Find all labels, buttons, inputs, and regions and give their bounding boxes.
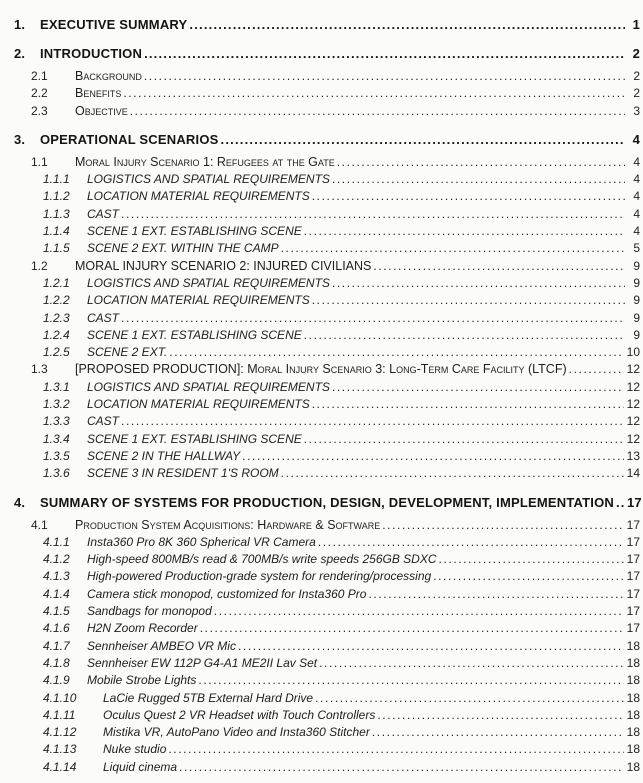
- toc-entry-number: 4.1.12: [43, 725, 77, 740]
- dot-leader: [616, 494, 624, 512]
- toc-entry-page: 18: [626, 673, 640, 688]
- toc-entry-number: 1.2.5: [43, 345, 70, 360]
- dot-leader: [439, 551, 624, 568]
- toc-entry-label: MORAL INJURY SCENARIO 2: INJURED CIVILIANS: [75, 258, 372, 273]
- dot-leader: [221, 131, 625, 149]
- toc-entry-number: 1.3.6: [43, 466, 70, 481]
- toc-entry[interactable]: [0, 672, 640, 689]
- dot-leader: [242, 448, 623, 465]
- toc-entry-page: 17: [627, 494, 642, 510]
- toc-entry[interactable]: [0, 206, 640, 223]
- toc-entry-number: 2.1: [31, 69, 48, 83]
- toc-entry[interactable]: [0, 759, 640, 776]
- toc-entry-page: 12: [626, 362, 640, 377]
- toc-entry[interactable]: [0, 690, 640, 707]
- toc-entry-page: 18: [626, 725, 640, 740]
- toc-entry-label: Moral Injury Scenario 1: Refugees at the Gate: [75, 154, 335, 169]
- toc-entry-page: 9: [633, 327, 640, 342]
- toc-entry[interactable]: [0, 223, 640, 240]
- toc-entry-label: SCENE 2 EXT. WITHIN THE CAMP: [87, 241, 279, 256]
- toc-entry-number: 4.1.14: [43, 759, 77, 774]
- toc-entry[interactable]: [0, 431, 640, 448]
- toc-entry-page: 4: [633, 172, 640, 187]
- toc-entry-page: 3: [633, 103, 640, 118]
- dot-leader: [332, 171, 625, 188]
- toc-entry[interactable]: [0, 741, 640, 758]
- toc-entry-label: CAST: [87, 414, 120, 429]
- dot-leader: [281, 465, 624, 482]
- toc-entry-label: Sandbags for monopod: [87, 604, 212, 619]
- toc-entry-number: 4.1.13: [43, 742, 77, 757]
- toc-entry-number: 1.: [14, 17, 26, 32]
- toc-entry-number: 4.1.3: [43, 569, 70, 584]
- toc-entry-number: 1.1.5: [43, 241, 70, 256]
- toc-entry[interactable]: [0, 258, 640, 275]
- toc-entry-label: Nuke studio: [103, 742, 167, 757]
- toc-entry-label: Sennheiser EW 112P G4-A1 ME2II Lav Set: [87, 655, 318, 670]
- toc-entry-page: 17: [626, 534, 640, 549]
- toc-entry-number: 2.3: [31, 103, 48, 118]
- toc-entry-number: 1.1.2: [43, 189, 70, 204]
- toc-entry-label: LaCie Rugged 5TB External Hard Drive: [103, 690, 314, 705]
- toc-entry-label: Oculus Quest 2 VR Headset with Touch Controllers: [103, 707, 376, 722]
- dot-leader: [304, 431, 624, 448]
- toc-entry-label: LOGISTICS AND SPATIAL REQUIREMENTS: [87, 275, 330, 290]
- dot-leader: [169, 344, 623, 361]
- toc-entry-number: 1.1.4: [43, 224, 70, 239]
- dot-leader: [189, 16, 625, 34]
- toc-entry-page: 2: [633, 69, 640, 83]
- toc-entry-page: 4: [633, 206, 640, 221]
- dot-leader: [312, 396, 624, 413]
- dot-leader: [179, 759, 624, 776]
- toc-entry[interactable]: [0, 16, 640, 34]
- toc-entry-number: 1.3.2: [43, 397, 70, 412]
- toc-entry-number: 3.: [14, 131, 26, 147]
- toc-entry-page: 9: [633, 293, 640, 308]
- toc-entry-label: LOCATION MATERIAL REQUIREMENTS: [87, 189, 310, 204]
- toc-entry-page: 1: [632, 17, 640, 32]
- toc-entry-label: Mistika VR, AutoPano Video and Insta360 Stitcher: [103, 725, 370, 740]
- toc-entry[interactable]: [0, 707, 640, 724]
- dot-leader: [337, 154, 625, 171]
- toc-entry-number: 1.1.1: [43, 172, 70, 187]
- toc-entry-page: 12: [626, 397, 640, 412]
- toc-entry-number: 1.1: [31, 154, 48, 169]
- toc-entry-number: 1.2.2: [43, 293, 70, 308]
- toc-entry-page: 17: [626, 569, 640, 584]
- toc-entry-label: Sennheiser AMBEO VR Mic: [87, 638, 236, 653]
- toc-entry[interactable]: [0, 494, 640, 512]
- dot-leader: [121, 310, 625, 327]
- toc-entry-label: SUMMARY OF SYSTEMS FOR PRODUCTION, DESIGN, DEVELOPMENT, IMPLEMENTATION: [40, 494, 614, 510]
- dot-leader: [281, 240, 625, 257]
- toc-entry-label: Production System Acquisitions: Hardware & Software: [75, 517, 381, 532]
- toc-entry-page: 18: [626, 638, 640, 653]
- toc-entry-label: Camera stick monopod, customized for Insta360 Pro: [87, 586, 367, 601]
- dot-leader: [312, 292, 625, 309]
- toc-entry-label: Background: [75, 69, 142, 83]
- dot-leader: [332, 379, 624, 396]
- toc-entry-number: 4.1.8: [43, 655, 70, 670]
- toc-entry-page: 18: [626, 690, 640, 705]
- toc-entry-page: 18: [626, 742, 640, 757]
- toc-entry[interactable]: [0, 361, 640, 378]
- toc-entry-page: 9: [633, 310, 640, 325]
- toc-entry-page: 2: [633, 86, 640, 101]
- table-of-contents: [0, 16, 640, 776]
- toc-entry-page: 12: [626, 431, 640, 446]
- toc-entry-number: 4.1.9: [43, 673, 70, 688]
- toc-entry-page: 4: [633, 224, 640, 239]
- toc-entry-page: 17: [626, 552, 640, 567]
- toc-entry[interactable]: [0, 586, 640, 603]
- toc-entry-page: 17: [626, 604, 640, 619]
- toc-entry-page: 18: [626, 655, 640, 670]
- dot-leader: [144, 68, 625, 85]
- toc-entry-page: 4: [632, 131, 640, 147]
- toc-entry-label: [PROPOSED PRODUCTION]: Moral Injury Scenario 3: Long-Term Care Facility (LTCF): [75, 362, 567, 377]
- toc-entry-number: 1.3.4: [43, 431, 70, 446]
- toc-entry-label: LOCATION MATERIAL REQUIREMENTS: [87, 293, 310, 308]
- toc-entry[interactable]: [0, 534, 640, 551]
- toc-entry-page: 18: [626, 707, 640, 722]
- toc-entry-page: 17: [626, 621, 640, 636]
- toc-entry-page: 12: [626, 379, 640, 394]
- toc-entry[interactable]: [0, 638, 640, 655]
- dot-leader: [312, 188, 625, 205]
- toc-entry[interactable]: [0, 603, 640, 620]
- toc-entry[interactable]: [0, 188, 640, 205]
- toc-entry-page: 4: [633, 189, 640, 204]
- toc-entry-label: SCENE 1 EXT. ESTABLISHING SCENE: [87, 224, 302, 239]
- toc-entry-number: 1.2.3: [43, 310, 70, 325]
- toc-entry[interactable]: [0, 620, 640, 637]
- toc-entry-number: 4.1.2: [43, 552, 70, 567]
- toc-entry-number: 4.1.4: [43, 586, 70, 601]
- toc-entry-number: 4.1.10: [43, 690, 77, 705]
- dot-leader: [304, 327, 625, 344]
- toc-entry-page: 17: [626, 586, 640, 601]
- toc-entry[interactable]: [0, 275, 640, 292]
- toc-entry-label: LOCATION MATERIAL REQUIREMENTS: [87, 397, 310, 412]
- dot-leader: [121, 206, 625, 223]
- toc-entry[interactable]: [0, 379, 640, 396]
- toc-entry-label: Benefits: [75, 86, 122, 101]
- toc-entry-label: SCENE 2 EXT.: [87, 345, 168, 360]
- toc-entry-label: LOGISTICS AND SPATIAL REQUIREMENTS: [87, 379, 330, 394]
- toc-entry-label: Insta360 Pro 8K 360 Spherical VR Camera: [87, 534, 316, 549]
- toc-entry[interactable]: [0, 240, 640, 257]
- toc-entry[interactable]: [0, 45, 640, 63]
- toc-entry-label: Objective: [75, 103, 128, 118]
- toc-entry[interactable]: [0, 171, 640, 188]
- toc-entry-page: 18: [626, 759, 640, 774]
- toc-entry-number: 4.1.5: [43, 604, 70, 619]
- dot-leader: [569, 361, 624, 378]
- toc-entry[interactable]: [0, 327, 640, 344]
- toc-entry-number: 2.: [14, 46, 26, 61]
- toc-entry-number: 1.2: [31, 258, 48, 273]
- toc-entry-number: 1.2.4: [43, 327, 70, 342]
- toc-entry[interactable]: [0, 465, 640, 482]
- toc-entry-number: 2.2: [31, 86, 48, 101]
- dot-leader: [144, 45, 625, 63]
- toc-entry-page: 9: [633, 275, 640, 290]
- toc-entry-number: 1.3: [31, 362, 48, 377]
- dot-leader: [304, 223, 625, 240]
- toc-entry-label: CAST: [87, 310, 120, 325]
- toc-entry-number: 1.1.3: [43, 206, 70, 221]
- dot-leader: [373, 258, 625, 275]
- dot-leader: [238, 638, 624, 655]
- dot-leader: [315, 690, 624, 707]
- toc-entry-label: High-speed 800MB/s read & 700MB/s write speeds 256GB SDXC: [87, 552, 437, 567]
- toc-entry-label: Liquid cinema: [103, 759, 178, 774]
- dot-leader: [382, 517, 623, 534]
- toc-entry[interactable]: [0, 68, 640, 85]
- toc-entry[interactable]: [0, 448, 640, 465]
- toc-entry-label: EXECUTIVE SUMMARY: [40, 17, 188, 32]
- toc-entry-page: 4: [633, 154, 640, 169]
- toc-entry[interactable]: [0, 310, 640, 327]
- toc-entry[interactable]: [0, 396, 640, 413]
- toc-entry-page: 10: [626, 345, 640, 360]
- toc-entry-page: 2: [632, 46, 640, 61]
- dot-leader: [318, 534, 624, 551]
- dot-leader: [121, 413, 624, 430]
- toc-entry-label: SCENE 1 EXT. ESTABLISHING SCENE: [87, 431, 302, 446]
- toc-entry[interactable]: [0, 568, 640, 585]
- toc-entry-number: 4.1.11: [43, 707, 76, 722]
- toc-entry-number: 1.3.3: [43, 414, 70, 429]
- toc-entry-number: 1.2.1: [43, 275, 70, 290]
- dot-leader: [332, 275, 625, 292]
- dot-leader: [123, 85, 625, 102]
- toc-entry[interactable]: [0, 724, 640, 741]
- toc-entry-page: 14: [626, 466, 640, 481]
- toc-entry-label: LOGISTICS AND SPATIAL REQUIREMENTS: [87, 172, 330, 187]
- toc-entry-label: SCENE 2 IN THE HALLWAY: [87, 448, 241, 463]
- toc-entry-page: 17: [626, 517, 640, 532]
- toc-entry-number: 1.3.5: [43, 448, 70, 463]
- toc-entry[interactable]: [0, 103, 640, 120]
- dot-leader: [368, 586, 623, 603]
- toc-entry-label: CAST: [87, 206, 120, 221]
- toc-entry-label: Mobile Strobe Lights: [87, 673, 197, 688]
- dot-leader: [198, 672, 623, 689]
- toc-entry[interactable]: [0, 292, 640, 309]
- dot-leader: [168, 741, 623, 758]
- toc-entry-label: High-powered Production-grade system for rendering/processing: [87, 569, 432, 584]
- toc-entry-number: 4.1: [31, 517, 48, 532]
- toc-entry[interactable]: [0, 344, 640, 361]
- toc-entry[interactable]: [0, 655, 640, 672]
- toc-entry-number: 4.1.6: [43, 621, 70, 636]
- toc-entry[interactable]: [0, 517, 640, 534]
- toc-entry-page: 12: [626, 414, 640, 429]
- toc-entry-number: 4.1.7: [43, 638, 70, 653]
- toc-entry-label: SCENE 3 IN RESIDENT 1'S ROOM: [87, 466, 279, 481]
- toc-entry-label: INTRODUCTION: [40, 46, 143, 61]
- toc-entry[interactable]: [0, 131, 640, 149]
- toc-entry[interactable]: [0, 154, 640, 171]
- toc-entry[interactable]: [0, 413, 640, 430]
- toc-entry[interactable]: [0, 551, 640, 568]
- toc-entry-number: 1.3.1: [43, 379, 70, 394]
- dot-leader: [130, 103, 625, 120]
- toc-entry-label: SCENE 1 EXT. ESTABLISHING SCENE: [87, 327, 302, 342]
- dot-leader: [433, 568, 623, 585]
- toc-entry-label: OPERATIONAL SCENARIOS: [40, 131, 219, 147]
- toc-entry-number: 4.1.1: [43, 534, 70, 549]
- dot-leader: [372, 724, 624, 741]
- toc-entry-label: H2N Zoom Recorder: [87, 621, 198, 636]
- toc-entry-page: 5: [633, 241, 640, 256]
- toc-entry-number: 4.: [14, 494, 26, 510]
- dot-leader: [319, 655, 624, 672]
- toc-entry-page: 13: [626, 448, 640, 463]
- dot-leader: [377, 707, 623, 724]
- dot-leader: [214, 603, 624, 620]
- toc-entry[interactable]: [0, 85, 640, 102]
- toc-entry-page: 9: [633, 258, 640, 273]
- dot-leader: [200, 620, 624, 637]
